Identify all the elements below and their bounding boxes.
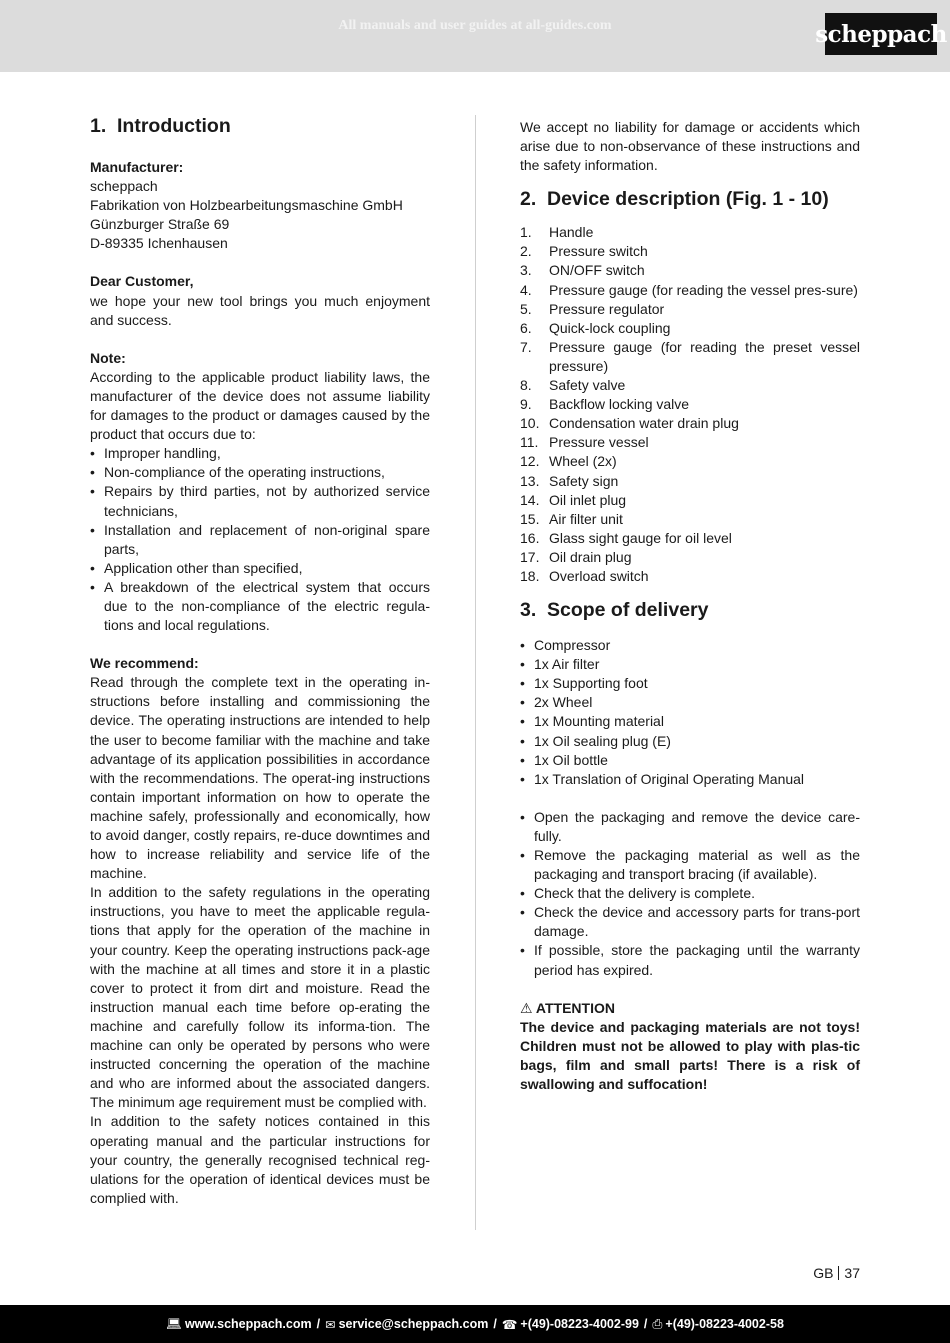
list-item: 11. Pressure vessel [520,434,649,451]
list-item: 13. Safety sign [520,472,619,489]
list-item: • 1x Mounting material [520,712,860,731]
note-text: According to the applicable product liability laws, the manufacturer of the device does not assume liability for damages to the product or damages caused by the product that occurs due to: [90,368,430,443]
list-item: 3. ON/OFF switch [520,262,645,279]
attention-label: ⚠ ATTENTION [520,999,615,1016]
list-item: • 1x Air filter [520,655,860,674]
right-column [520,118,860,1094]
manufacturer-line: Fabrikation von Holzbearbeitungsmaschine GmbH [90,197,403,214]
email-link[interactable]: service@scheppach.com [338,1317,489,1331]
list-item: 16. Glass sight gauge for oil level [520,529,732,546]
unpacking-list [520,808,860,980]
list-item: • 2x Wheel [520,693,860,712]
recommend-paragraph: In addition to the safety notices contained in this operating manual and the particular instructions for your country, the generally recognised technical reg-ulations for the operation of identical devices must be complied with. [90,1113,430,1206]
attention-text: The device and packaging materials are not toys! Children must not be allowed to play with plas-tic bags, film and small parts! There is a risk of swallowing and suffocation! [520,1018,860,1093]
list-item: • 1x Supporting foot [520,674,860,693]
website-link[interactable]: www.scheppach.com [184,1317,312,1331]
list-item: 15. Air filter unit [520,510,623,527]
page-number [790,1264,860,1282]
list-item: 18. Overload switch [520,567,649,584]
list-item: • Compressor [520,636,860,655]
list-item: 4. Pressure gauge (for reading the vessel pres-sure) [520,281,858,298]
scheppach-logo: scheppach [825,13,937,55]
device-parts-list [520,223,860,586]
recommend-paragraph: In addition to the safety regulations in the operating instructions, you have to meet the applicable regula-tions that apply for the operation of the machine in your country. Keep the operating instructions pack-age with the machine at all times and store it in a plastic cover to protect it from dirt and moisture. Read the instruction manual each time before op-erating the machine and carefully follow its informa-tion. The machine can only be operated by persons who were instructed concerning the operation of the machine and who are informed about the associated dangers. The minimum age requirement must be complied with. [90,884,430,1111]
dear-customer-label: Dear Customer, [90,273,194,290]
phone-number: +(49)-08223-4002-99 [520,1317,639,1331]
list-item: • Improper handling, [90,444,430,463]
list-item: • Remove the packaging material as well as the packaging and transport bracing (if available). [520,846,860,884]
section-heading-scope-of-delivery: 3. Scope of delivery [520,599,709,622]
list-item: 9. Backflow locking valve [520,396,690,413]
list-item: 17. Oil drain plug [520,548,632,565]
list-item: 7. Pressure gauge (for reading the preset vessel pressure) [520,338,860,374]
list-item: • 1x Oil sealing plug (E) [520,732,860,751]
dear-customer-text: we hope your new tool brings you much enjoyment and success. [90,292,430,328]
list-item: • Check that the delivery is complete. [520,884,860,903]
scope-list [520,636,860,789]
left-column [90,112,430,1208]
recommend-label: We recommend: [90,655,199,672]
list-item: • 1x Translation of Original Operating Manual [520,770,860,789]
list-item: 10. Condensation water drain plug [520,415,739,432]
manufacturer-line: Günzburger Straße 69 [90,216,230,233]
list-item: • Repairs by third parties, not by authorized service technicians, [90,482,430,520]
list-item: • If possible, store the packaging until the warranty period has expired. [520,941,860,979]
list-item: 2. Pressure switch [520,243,648,260]
section-heading-device-description: 2. Device description (Fig. 1 - 10) [520,188,829,211]
computer-icon: 💻︎ [166,1316,182,1331]
fax-icon: ⎙ [652,1316,663,1331]
liability-bullet-list [90,444,430,635]
list-item: • A breakdown of the electrical system that occurs due to the non-compliance of the electric regula-tions and local regulations. [90,578,430,635]
top-banner [0,0,950,72]
list-item: 6. Quick-lock coupling [520,319,671,336]
list-item: • Check the device and accessory parts for trans-port damage. [520,903,860,941]
note-label: Note: [90,349,126,366]
contact-footer: 💻︎ www.scheppach.com / ✉︎ service@scheppach.com / ☎ +(49)-08223-4002-99 / ⎙ +(49)-08223-4002-58 [0,1305,950,1343]
liability-text: We accept no liability for damage or accidents which arise due to non-observance of these instructions and the safety information. [520,119,860,174]
page-num: 37 [844,1265,860,1281]
list-item: • Open the packaging and remove the device care-fully. [520,808,860,846]
list-item: 5. Pressure regulator [520,300,665,317]
list-item: • Non-compliance of the operating instructions, [90,463,430,482]
fax-number: +(49)-08223-4002-58 [665,1317,784,1331]
list-item: • Installation and replacement of non-original spare parts, [90,521,430,559]
manufacturer-label: Manufacturer: [90,159,184,175]
list-item: • 1x Oil bottle [520,751,860,770]
column-divider [475,115,476,1230]
phone-icon: ☎ [501,1317,518,1332]
list-item: • Application other than specified, [90,559,430,578]
page-lang: GB [813,1265,834,1281]
list-item: 1. Handle [520,224,594,241]
manufacturer-line: scheppach [90,178,158,195]
mail-icon: ✉︎ [325,1317,336,1332]
manufacturer-line: D-89335 Ichenhausen [90,235,228,252]
list-item: 12. Wheel (2x) [520,453,617,470]
section-heading-introduction: 1. Introduction [90,115,231,137]
watermark-text[interactable]: All manuals and user guides at all-guides.com [338,18,612,33]
list-item: 8. Safety valve [520,377,626,394]
recommend-paragraph: Read through the complete text in the operating in-structions before installing and commissioning the device. The operating instructions are intended to help the user to become familiar with the machine and take advantage of its application possibilities in accordance with the recommendations. The operat-ing instructions contain important information on how to operate the machine safely, professionally and economically, how to avoid danger, costly repairs, re-duce downtimes and how to increase reliability and service life of the machine. [90,674,430,882]
list-item: 14. Oil inlet plug [520,491,627,508]
